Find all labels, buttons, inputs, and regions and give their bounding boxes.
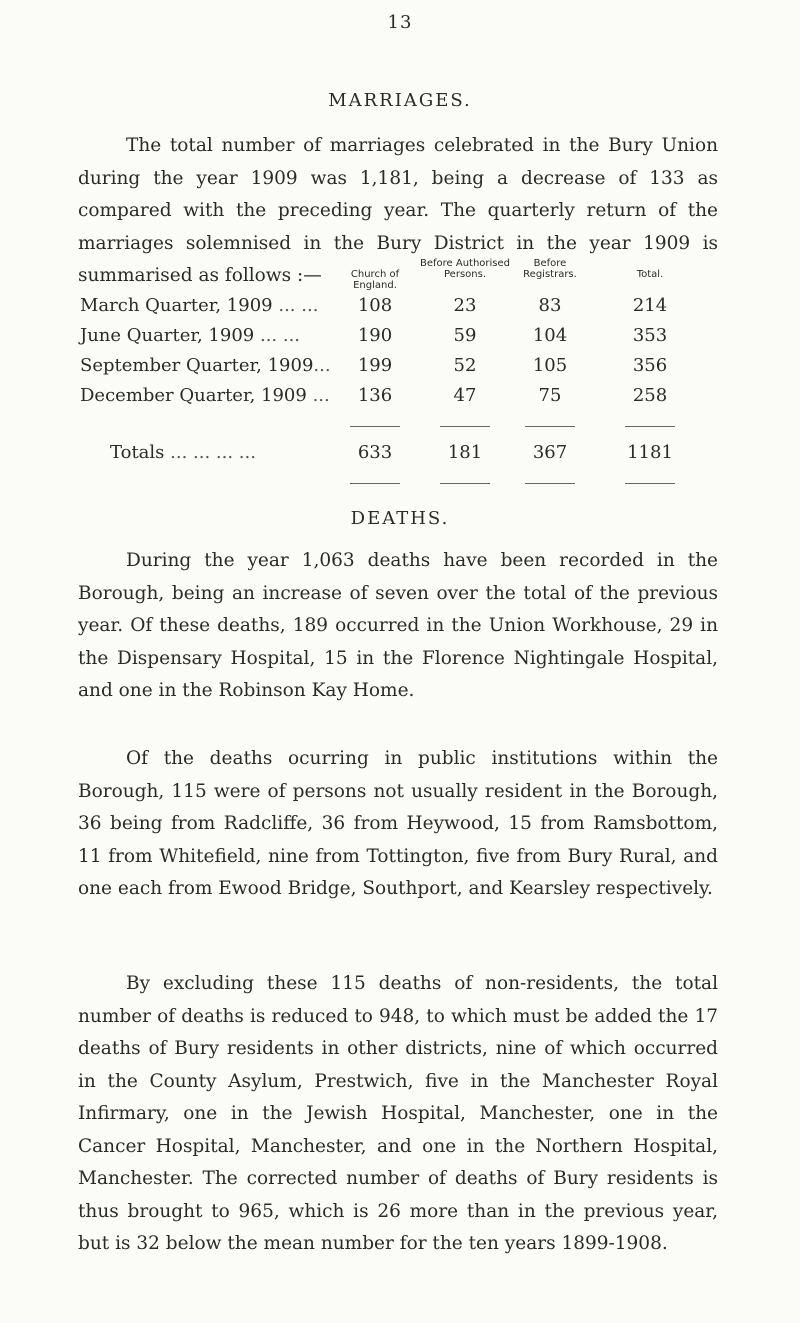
- table-row: [0, 385, 800, 415]
- cell-authorised: 181: [447, 442, 483, 463]
- row-label: September Quarter, 1909...: [80, 355, 331, 376]
- marriages-intro-paragraph: The total number of marriages celebrated in the Bury Union during the year 1909 was 1,181, being a decrease of 133 as compared with the preceding year. The quarterly return of the marriages solemnised in the Bury District in the year 1909 is summarised as follows :—: [78, 135, 718, 286]
- cell-total: 214: [632, 295, 668, 316]
- column-header-authorised: Before Authorised Persons.: [419, 258, 511, 280]
- row-label: June Quarter, 1909 ... ...: [80, 325, 301, 346]
- deaths-paragraph-1: During the year 1,063 deaths have been recorded in the Borough, being an increase of seven over the total of the previous year. Of these deaths, 189 occurred in the Union Workhouse, 29 in the Dispensary Hospital, 15 in the Florence Nightingale Hospital, and one in the Robinson Kay Home.: [78, 550, 718, 701]
- cell-registrars: 83: [538, 295, 562, 316]
- column-header-church: Church of England.: [350, 269, 400, 291]
- cell-authorised: 59: [453, 325, 477, 346]
- deaths-paragraph-2: Of the deaths ocurring in public institutions within the Borough, 115 were of persons not usually resident in the Borough, 36 being from Radcliffe, 36 from Heywood, 15 from Ramsbottom, 11 from Whitefield, nine from Tottington, five from Bury Rural, and one each from Ewood Bridge, Southport, and Kearsley respectively.: [78, 748, 718, 899]
- cell-registrars: 105: [532, 355, 568, 376]
- deaths-heading: DEATHS.: [350, 508, 450, 529]
- cell-total: 1181: [627, 442, 673, 463]
- cell-church: 108: [357, 295, 393, 316]
- cell-church: 199: [357, 355, 393, 376]
- divider: [440, 426, 490, 427]
- divider: [350, 483, 400, 484]
- divider: [440, 483, 490, 484]
- table-row: [0, 355, 800, 385]
- cell-church: 136: [357, 385, 393, 406]
- cell-total: 258: [632, 385, 668, 406]
- cell-authorised: 47: [453, 385, 477, 406]
- divider: [350, 426, 400, 427]
- column-header-registrars: Before Registrars.: [523, 258, 577, 280]
- table-row: [0, 325, 800, 355]
- row-label: March Quarter, 1909 ... ...: [80, 295, 319, 316]
- cell-registrars: 75: [538, 385, 562, 406]
- table-row: [0, 295, 800, 325]
- row-label: Totals ... ... ... ...: [110, 442, 256, 463]
- cell-church: 633: [357, 442, 393, 463]
- deaths-paragraph-3: By excluding these 115 deaths of non-residents, the total number of deaths is reduced to 948, to which must be added the 17 deaths of Bury residents in other districts, nine of which occurred in the County Asylum, Prestwich, five in the Manchester Royal Infirmary, one in the Jewish Hospital, Manchester, one in the Cancer Hospital, Manchester, and one in the Northern Hospital, Manchester. The corrected number of deaths of Bury residents is thus brought to 965, which is 26 more than in the previous year, but is 32 below the mean number for the ten years 1899-1908.: [78, 973, 718, 1254]
- totals-row: [0, 442, 800, 472]
- cell-church: 190: [357, 325, 393, 346]
- cell-authorised: 52: [453, 355, 477, 376]
- marriages-heading: MARRIAGES.: [328, 90, 472, 111]
- column-header-total: Total.: [636, 269, 664, 280]
- cell-total: 356: [632, 355, 668, 376]
- divider: [625, 483, 675, 484]
- divider: [625, 426, 675, 427]
- row-label: December Quarter, 1909 ...: [80, 385, 330, 406]
- divider: [525, 426, 575, 427]
- divider: [525, 483, 575, 484]
- cell-authorised: 23: [453, 295, 477, 316]
- cell-registrars: 367: [532, 442, 568, 463]
- cell-total: 353: [632, 325, 668, 346]
- page-number: 13: [387, 12, 413, 33]
- cell-registrars: 104: [532, 325, 568, 346]
